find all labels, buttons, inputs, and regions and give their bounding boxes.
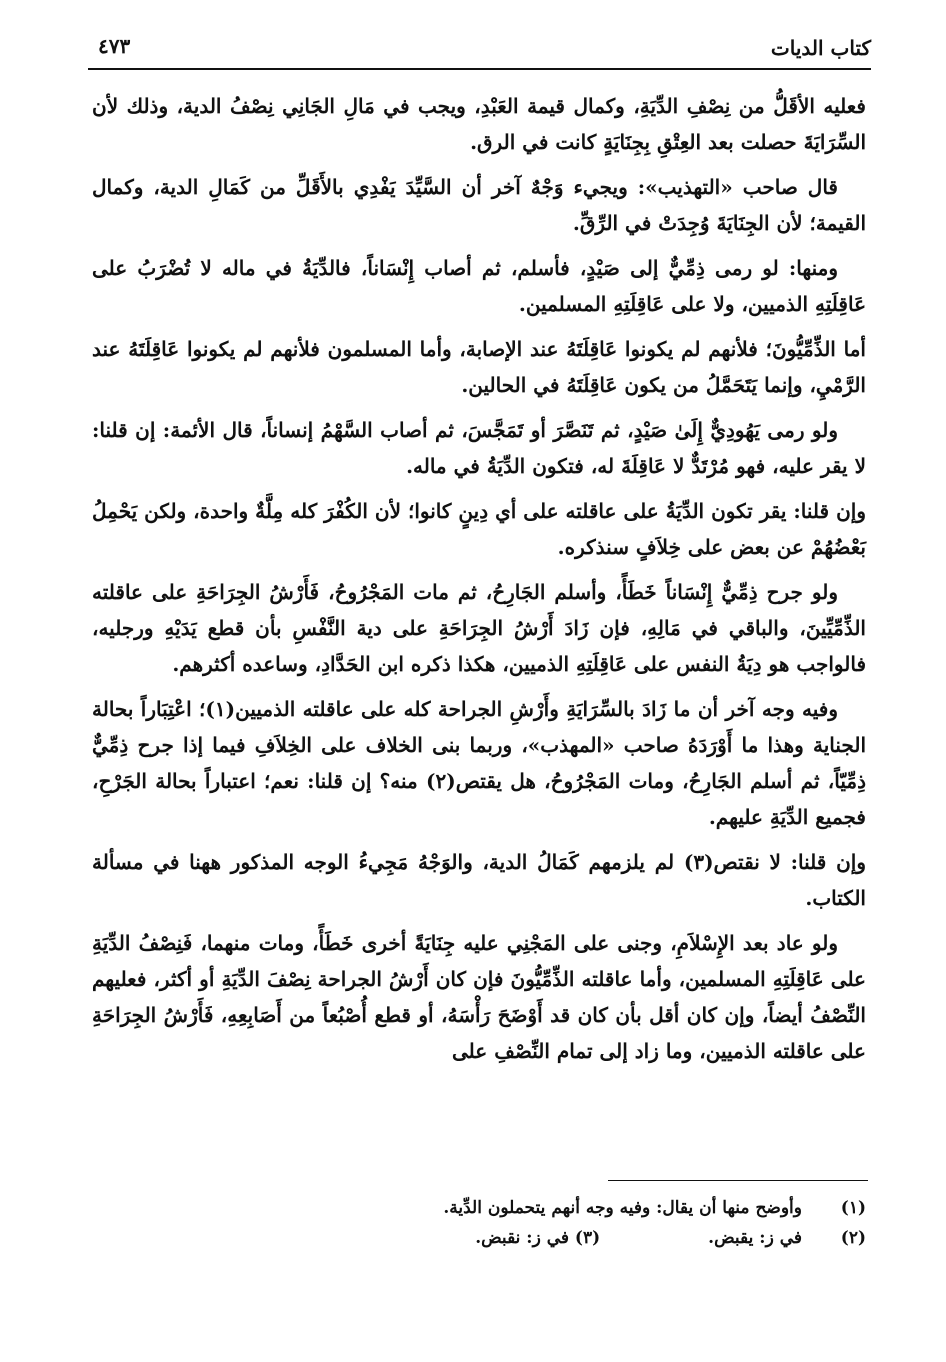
paragraph: فعليه الأقَلُّ من نِصْفِ الدِّيَةِ، وكمال قيمة العَبْدِ، ويجب في مَالِ الجَانِي نِصْفُ الدية، وذلك لأن السِّرَايَةَ حصلت بعد العِتْقِ بِجِنَايَةٍ كانت في الرق. bbox=[92, 94, 866, 154]
page-number: ٤٧٣ bbox=[98, 34, 131, 58]
footnote bbox=[92, 1223, 866, 1253]
paragraph: ومنها: لو رمى ذِمِّيٌّ إلى صَيْدٍ، فأسلم، ثم أصاب إِنْسَاناً، فالدِّيَةُ في ماله لا تُضْرَبُ على عَاقِلَتِهِ الذميين، ولا على عَاقِلَتِهِ المسلمين. bbox=[92, 256, 866, 316]
paragraph: أما الذِّمِّيُّونَ؛ فلأنهم لم يكونوا عَاقِلَتَهُ عند الإصابة، وأما المسلمون فلأنهم لم يكونوا عَاقِلَتَهُ عند الرَّمْيِ، وإنما يَتَحَمَّلُ من يكون عَاقِلَتَهُ في الحالين. bbox=[92, 337, 866, 397]
footnote-text: في ز: يقبض. bbox=[708, 1228, 802, 1248]
paragraph: وفيه وجه آخر أن ما زَادَ بالسِّرَايَةِ وأَرْشِ الجراحة كله على عاقلته الذميين(١)؛ اعْتِبَاراً بحالة الجناية وهذا ما أَوْرَدَهُ صاحب «المهذب»، وربما بنى الخلاف على الخِلاَفِ فيما إذا جرح ذِمِّيٌّ ذِمِّيّاً، ثم أسلم الجَارِحُ، ومات المَجْرُوحُ، هل يقتص(٢) منه؟ إن قلنا: نعم؛ اعتباراً بحالة الجَرْحِ، فجميع الدِّيَةِ عليهم. bbox=[92, 697, 866, 829]
book-title: كتاب الديات bbox=[770, 36, 871, 60]
main-text bbox=[92, 88, 866, 1078]
paragraph: ولو رمى يَهُودِيٌّ إِلَىٰ صَيْدٍ، ثم تَنَصَّرَ أو تَمَجَّسَ، ثم أصاب السَّهْمُ إنساناً، قال الأئمة: إن قلنا: لا يقر عليه، فهو مُرْتَدٌّ لا عَاقِلَةَ له، فتكون الدِّيَةُ في ماله. bbox=[92, 418, 866, 478]
paragraph: وإن قلنا: لا نقتص(٣) لم يلزمهم كَمَالُ الدية، والوَجْهُ مَجِيءُ الوجه المذكور ههنا في مسألة الكتاب. bbox=[92, 850, 866, 910]
footnote bbox=[92, 1193, 866, 1223]
footnote-text: (٣) في ز: نقبض. bbox=[475, 1228, 601, 1248]
footnote-number: (٢) bbox=[840, 1228, 866, 1248]
paragraph: قال صاحب «التهذيب»: ويجيء وَجْهٌ آخر أن السَّيِّدَ يَفْدِي بالأَقَلِّ من كَمَالِ الدية، وكمال القيمة؛ لأن الجِنَايَةَ وُجِدَتْ في الرِّقِّ. bbox=[92, 175, 866, 235]
paragraph: وإن قلنا: يقر تكون الدِّيَةُ على عاقلته على أي دِينٍ كانوا؛ لأن الكُفْرَ كله مِلَّةٌ واحدة، ولكن يَحْمِلُ بَعْضُهُمْ عن بعض على خِلاَفٍ سنذكره. bbox=[92, 499, 866, 559]
paragraph: ولو جرح ذِمِّيٌّ إِنْسَاناً خَطَأً، وأسلم الجَارِحُ، ثم مات المَجْرُوحُ، فَأَرْشُ الجِرَاحَةِ على عاقلته الذِّمِّيِّينَ، والباقي في مَالِهِ، فإن زَادَ أَرْشُ الجِرَاحَةِ على دية النَّفْسِ بأن قطع يَدَيْهِ ورجليه، فالواجب هو دِيَةُ النفس على عَاقِلَتِهِ الذميين، هكذا ذكره ابن الحَدَّادِ، وساعده أكثرهم. bbox=[92, 580, 866, 676]
paragraph: ولو عاد بعد الإِسْلاَمِ، وجنى على المَجْنِي عليه جِنَايَةً أخرى خَطَأً، ومات منهما، فَنِصْفُ الدِّيَةِ على عَاقِلَتِهِ المسلمين، وأما عاقلته الذِّمِّيُّونَ فإن كان أَرْشُ الجراحة نِصْفَ الدِّيَةِ أو أكثر، فعليهم النِّصْفُ أيضاً، وإن كان أقل بأن كان قد أَوْضَحَ رَأْسَهُ، أو قطع أُصْبُعاً من أَصَابِعِهِ، فَأَرْشُ الجِرَاحَةِ على عاقلته الذميين، وما زاد إلى تمام النِّصْفِ على bbox=[92, 931, 866, 1063]
footnote-text: وأوضح منها أن يقال: وفيه وجه أنهم يتحملون الدِّية. bbox=[443, 1198, 802, 1218]
footnotes bbox=[92, 1193, 866, 1253]
footnote-number: (١) bbox=[840, 1198, 866, 1218]
footnote-divider bbox=[608, 1180, 868, 1181]
page-header bbox=[88, 30, 871, 70]
